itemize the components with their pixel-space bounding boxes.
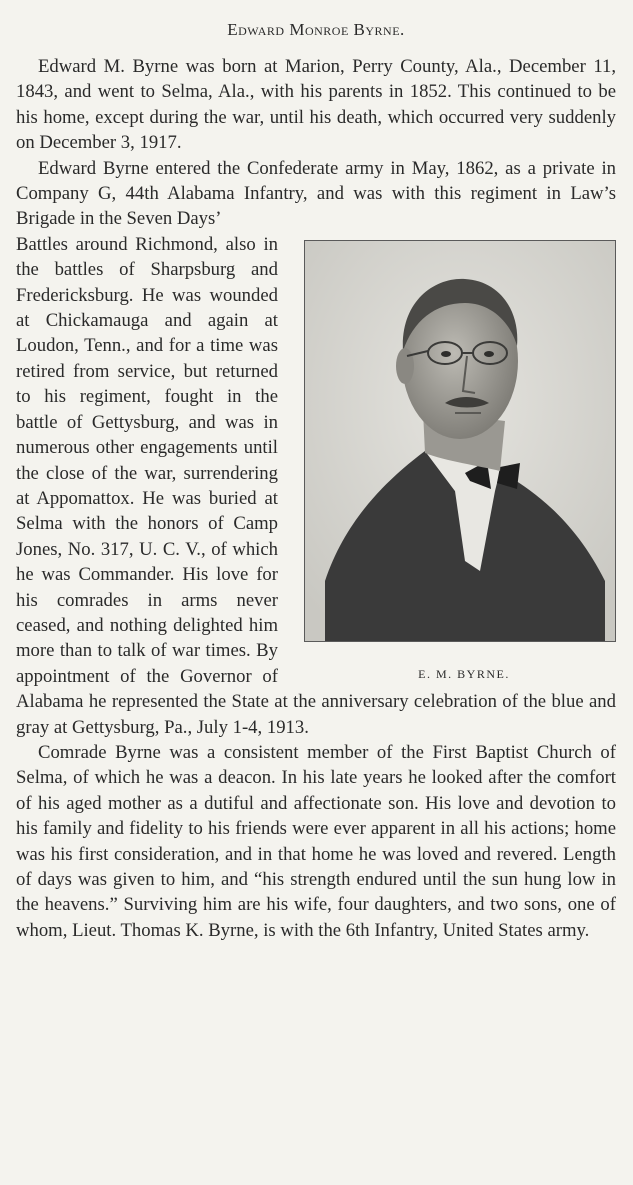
paragraph-service-intro: Edward Byrne entered the Confederate army in May, 1862, as a private in Company G, 44th Alabama Infantry, and was with this regiment in Law’s Brigade in the Seven Days’ [16, 157, 616, 230]
portrait-caption: E. M. BYRNE. [418, 666, 510, 681]
portrait-illustration [305, 241, 615, 641]
paragraph-birth: Edward M. Byrne was born at Marion, Perry County, Ala., December 11, 1843, and went to Selma, Ala., with his parents in 1852. This continued to be his home, except during the war, until his death, which occurred very suddenly on December 3, 1917. [16, 56, 616, 154]
paragraph-church-family: Comrade Byrne was a consistent member of the First Baptist Church of Selma, of which he was a deacon. In his late years he looked after the comfort of his aged mother as a dutiful and affectionate son. His love and devotion to his family and fidelity to his friends were ever apparent in all his actions; home was his first consideration, and in that home he was loved and revered. Length of days was given to him, and “his strength endured until the sun hung low in the heavens.” Surviving him are his wife, four daughters, and two sons, one of whom, Lieut. Thomas K. Byrne, is with the 6th Infantry, United States army. [16, 741, 616, 941]
paragraph-service-body: Battles around Richmond, also in the battles of Sharpsburg and Fredericksburg. He was wounded at Chickamauga and again at Loudon, Tenn., and for a time was retired from service, but returned to his regiment, fought in the battle of Gettysburg, and was in numerous other engagements until the close of the war, surrendering at Appomattox. He was buried at Selma with the honors of Camp Jones, No. 317, U. C. V., of which he was Commander. His love for his comrades in arms never ceased, and nothing delighted him more than to talk of war times. By appointment of the Governor of Alabama he represented the State at the anniversary celebration of the blue and gray at Gettysburg, Pa., July 1-4, 1913. [16, 233, 616, 738]
portrait-figure [294, 240, 624, 682]
article-title: Edward Monroe Byrne. [227, 20, 405, 39]
portrait-photo [304, 240, 616, 642]
article [16, 18, 616, 943]
